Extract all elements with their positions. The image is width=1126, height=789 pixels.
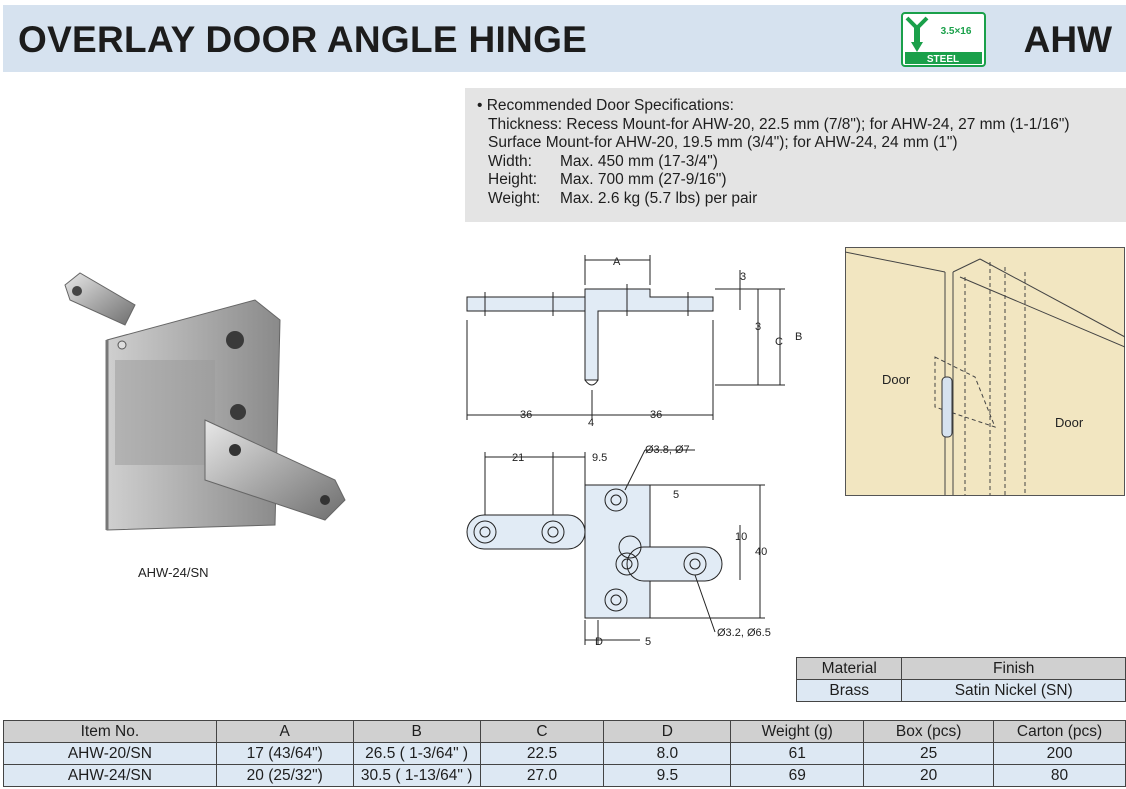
- hinge-technical-drawing: [455, 240, 835, 660]
- cell-b: 26.5 ( 1-3/64" ): [353, 743, 480, 765]
- photo-caption: AHW-24/SN: [138, 565, 209, 580]
- material-header: Material: [797, 658, 902, 680]
- badge-size-text: 3.5×16: [940, 26, 972, 37]
- cell-d: 8.0: [604, 743, 731, 765]
- dim-4: 4: [588, 417, 595, 429]
- dim-10: 10: [735, 531, 748, 543]
- cell-c: 27.0: [480, 765, 604, 787]
- cell-carton: 200: [994, 743, 1126, 765]
- table-row: [4, 765, 1126, 787]
- dim-b: B: [795, 331, 803, 343]
- dim-3a: 3: [740, 271, 747, 283]
- product-code: AHW: [1023, 19, 1112, 60]
- dim-5b: 5: [645, 636, 652, 648]
- spec-heading: • Recommended Door Specifications:: [477, 97, 734, 114]
- table-row: [4, 743, 1126, 765]
- steel-screw-badge-icon: [901, 12, 986, 67]
- spec-thickness-1: Thickness: Recess Mount-for AHW-20, 22.5 mm (7/8"); for AHW-24, 27 mm (1-1/16"): [488, 115, 1070, 133]
- cell-box: 25: [864, 743, 994, 765]
- badge-material-text: STEEL: [926, 54, 960, 65]
- cell-c: 22.5: [480, 743, 604, 765]
- cell-item-no: AHW-20/SN: [4, 743, 217, 765]
- spec-thickness-2: Surface Mount-for AHW-20, 19.5 mm (3/4"); for AHW-24, 24 mm (1"): [488, 134, 958, 151]
- dim-hole-top: Ø3.8, Ø7: [645, 444, 690, 456]
- col-c: C: [480, 721, 604, 743]
- dim-3b: 3: [755, 321, 762, 333]
- door-right-label: Door: [1055, 415, 1084, 430]
- col-d: D: [604, 721, 731, 743]
- door-specifications: [465, 88, 1126, 222]
- cell-a: 17 (43/64"): [216, 743, 353, 765]
- header-bar: [3, 5, 1126, 72]
- page-title: OVERLAY DOOR ANGLE HINGE: [18, 19, 588, 60]
- spec-width-label: Width:: [488, 152, 532, 170]
- dim-36a: 36: [520, 409, 533, 421]
- cell-b: 30.5 ( 1-13/64" ): [353, 765, 480, 787]
- dim-hole-bottom: Ø3.2, Ø6.5: [717, 627, 771, 639]
- cell-a: 20 (25/32"): [216, 765, 353, 787]
- dim-21: 21: [512, 452, 525, 464]
- dim-a: A: [613, 256, 621, 268]
- col-box: Box (pcs): [864, 721, 994, 743]
- col-carton: Carton (pcs): [994, 721, 1126, 743]
- dim-36b: 36: [650, 409, 663, 421]
- items-table: [3, 720, 1126, 787]
- spec-height: [477, 171, 1126, 190]
- cell-d: 9.5: [604, 765, 731, 787]
- dim-5a: 5: [673, 489, 680, 501]
- col-b: B: [353, 721, 480, 743]
- dim-d: D: [595, 636, 603, 648]
- cell-carton: 80: [994, 765, 1126, 787]
- installation-diagram: [845, 247, 1125, 496]
- finish-value: Satin Nickel (SN): [902, 680, 1126, 702]
- cell-box: 20: [864, 765, 994, 787]
- cell-weight: 69: [731, 765, 864, 787]
- col-a: A: [216, 721, 353, 743]
- cell-weight: 61: [731, 743, 864, 765]
- door-left-label: Door: [882, 372, 911, 387]
- dim-c: C: [775, 336, 783, 348]
- spec-width-value: Max. 450 mm (17-3/4"): [560, 152, 718, 170]
- spec-height-label: Height:: [488, 171, 538, 188]
- dim-40: 40: [755, 546, 768, 558]
- dim-9-5: 9.5: [592, 452, 608, 464]
- spec-weight-label: Weight:: [488, 189, 541, 207]
- spec-height-value: Max. 700 mm (27-9/16"): [560, 171, 727, 188]
- hinge-product-photo: [45, 265, 365, 555]
- finish-header: Finish: [902, 658, 1126, 680]
- cell-item-no: AHW-24/SN: [4, 765, 217, 787]
- spec-weight-value: Max. 2.6 kg (5.7 lbs) per pair: [560, 189, 758, 207]
- col-item-no: Item No.: [4, 721, 217, 743]
- spec-weight: [477, 190, 1126, 209]
- col-weight: Weight (g): [731, 721, 864, 743]
- material-table: [796, 657, 1126, 702]
- spec-width: [477, 153, 1126, 172]
- material-value: Brass: [797, 680, 902, 702]
